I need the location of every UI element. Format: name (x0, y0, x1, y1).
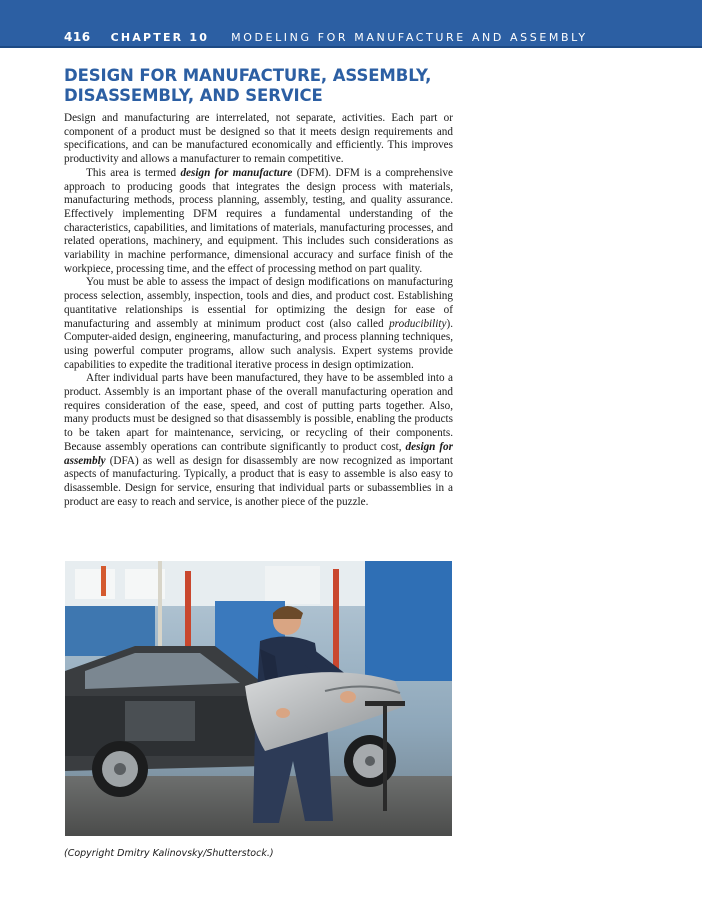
photo-illustration (65, 561, 452, 836)
paragraph-1: Design and manufacturing are interrelated, not separate, activities. Each part or component of a product must be designed so that it meets design requirements and specifications, and can be manufactured economically and efficiently. This improves productivity and allows a manufacturer to remain competitive. (64, 112, 453, 166)
chapter-subject: MODELING FOR MANUFACTURE AND ASSEMBLY (231, 31, 588, 44)
running-header-bar (0, 0, 702, 48)
chapter-label: CHAPTER 10 (110, 31, 210, 44)
photo-caption: (Copyright Dmitry Kalinovsky/Shutterstock.) (64, 848, 274, 859)
body-text (64, 112, 453, 509)
paragraph-4: After individual parts have been manufactured, they have to be assembled into a product. Assembly is an important phase of the overall manufacturing operation and requires consideration of the ease, speed, and cost of putting parts together. Also, many products must be designed so that disassembly is possible, enabling the products to be taken apart for maintenance, servicing, or recycling of their components. Because assembly operations can contribute significantly to product cost, design for assembly (DFA) as well as design for disassembly are now recognized as important aspects of manufacturing. Typically, a product that is easy to assemble is also easy to disassemble. Design for service, ensuring that individual parts or subassemblies in a product are easy to reach and service, is another piece of the puzzle. (64, 372, 454, 508)
section-title-line-2: DISASSEMBLY, AND SERVICE (64, 86, 323, 105)
term-dfa: design for assembly (64, 440, 454, 467)
section-title-line-1: DESIGN FOR MANUFACTURE, ASSEMBLY, (64, 66, 432, 85)
section-title (64, 66, 464, 106)
paragraph-3: You must be able to assess the impact of design modifications on manufacturing process selection, assembly, inspection, tools and dies, and product cost. Establishing quantitative relationships is essential for optimizing the design for ease of manufacturing and assembly at minimum product cost (also called producibility). Computer-aided design, engineering, manufacturing, and process planning techniques, using powerful computer programs, allow such analysis. Expert systems provide capabilities to expedite the traditional iterative process in design optimization. (64, 276, 453, 371)
workshop-photo (65, 561, 452, 836)
term-dfm: design for manufacture (180, 166, 293, 179)
term-producibility: producibility (389, 317, 447, 330)
page-number: 416 (64, 30, 91, 44)
running-header (64, 30, 588, 44)
paragraph-2: This area is termed design for manufacture (DFM). DFM is a comprehensive approach to producing goods that integrates the design process with materials, manufacturing methods, process planning, assembly, testing, and quality assurance. Effectively implementing DFM requires a fundamental understanding of the characteristics, capabilities, and limitations of materials, manufacturing processes, and related operations, machinery, and equipment. This includes such considerations as variability in machine performance, dimensional accuracy and surface finish of the workpiece, processing time, and the effect of processing method on part quality. (64, 166, 453, 275)
